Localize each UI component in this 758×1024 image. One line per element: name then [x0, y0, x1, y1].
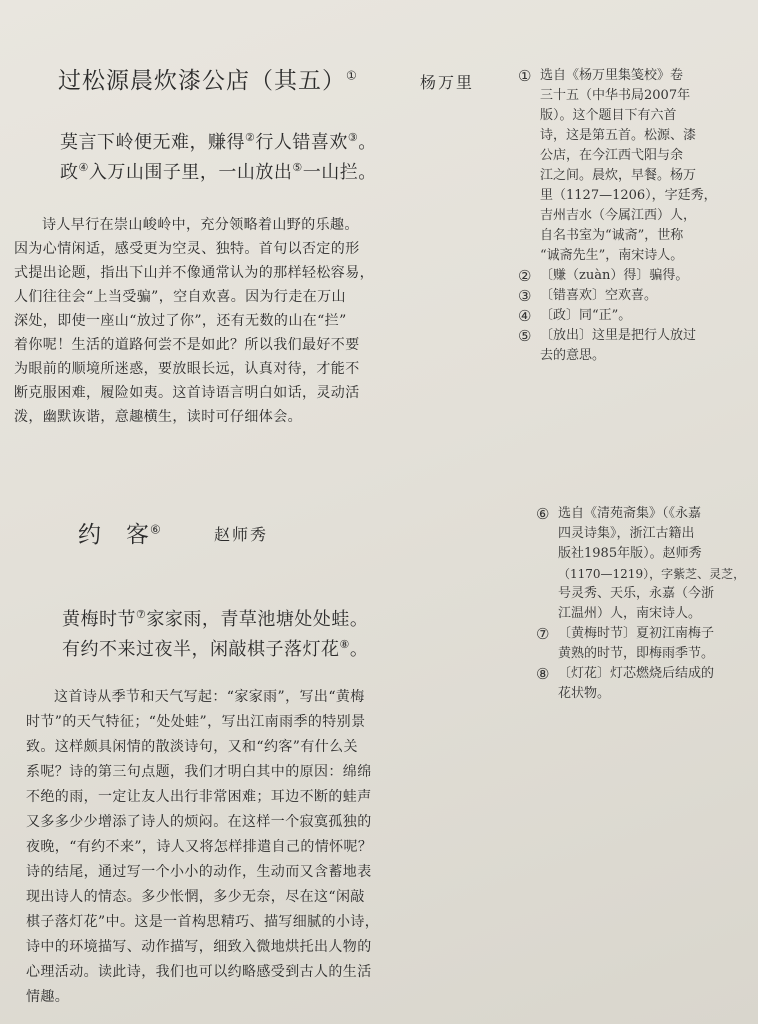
footnote-text: [558, 504, 754, 624]
footnote-line: 自名书室为“诚斋”，世称: [540, 228, 684, 243]
footnote-text: [540, 66, 754, 266]
poem2-author: 赵师秀: [214, 525, 269, 544]
verse-text: 。: [349, 639, 369, 660]
verse-text: 一山拦。: [302, 162, 377, 183]
verse-text: 黄梅时节: [62, 609, 136, 630]
footnote-number: ⑥: [536, 505, 550, 523]
poem1-title: 过松源晨炊漆公店（其五）①: [58, 68, 358, 94]
footnote-ref: ①: [346, 68, 358, 83]
commentary-line: 时节”的天气特征；“处处蛙”，写出江南雨季的特别景: [26, 714, 366, 730]
commentary-line: 情趣。: [26, 989, 70, 1005]
commentary-line: 诗的结尾，通过写一个小小的动作，生动而又含蓄地表: [26, 864, 372, 880]
footnote-ref: ⑧: [339, 638, 350, 651]
commentary-line: 棋子落灯花”中。这是一首构思精巧、描写细腻的小诗，: [26, 914, 380, 930]
footnote-line: 〔放出〕这里是把行人放过: [540, 328, 697, 343]
verse-text: 政: [60, 162, 79, 183]
footnote-line: 江温州）人，南宋诗人。: [558, 606, 702, 621]
footnote-ref: ⑤: [292, 161, 303, 174]
footnote-ref: ②: [245, 131, 256, 144]
footnote-line: 吉州吉水（今属江西）人，: [540, 208, 697, 223]
footnote-text: [540, 286, 754, 306]
footnote-number: ①: [518, 67, 532, 85]
footnote-line: 去的意思。: [540, 348, 606, 363]
poem2-commentary: [26, 686, 506, 1011]
footnote-line: 号灵秀、天乐，永嘉（今浙: [558, 586, 715, 601]
footnote-number: ②: [518, 267, 532, 285]
verse-text: 行人错喜欢: [255, 132, 348, 153]
footnote: [518, 66, 754, 266]
poem1-commentary: [14, 214, 494, 430]
footnote-text: [540, 266, 754, 286]
commentary-line: 又多多少少增添了诗人的烦闷。在这样一个寂寞孤独的: [26, 814, 372, 830]
footnote-text: [540, 306, 754, 326]
footnote-number: ⑤: [518, 327, 532, 345]
commentary-line: 系呢？诗的第三句点题，我们才明白其中的原因：绵绵: [26, 764, 372, 780]
footnote-line: 三十五（中华书局2007年: [540, 88, 691, 103]
commentary-line: 夜晚，“有约不来”，诗人又将怎样排遣自己的情怀呢？: [26, 839, 373, 855]
footnote-line: 里（1127—1206），字廷秀，: [540, 188, 717, 203]
poem2-title: 约 客⑥: [78, 522, 162, 548]
commentary-line: 心理活动。读此诗，我们也可以约略感受到古人的生活: [26, 964, 372, 980]
commentary-line: 现出诗人的情态。多少怅惘，多少无奈，尽在这“闲敲: [26, 889, 365, 905]
footnote-number: ⑧: [536, 665, 550, 683]
footnote-line: 四灵诗集》，浙江古籍出: [558, 526, 695, 541]
footnote-line: 选自《清苑斋集》（《永嘉: [558, 506, 702, 521]
commentary-line: 不绝的雨，一定让友人出行非常困难；耳边不断的蛙声: [26, 789, 372, 805]
footnote-line: 花状物。: [558, 686, 611, 701]
verse-text: 莫言下岭便无难，赚得: [60, 132, 245, 153]
commentary-line: 式提出论题，指出下山并不像通常认为的那样轻松容易，: [14, 265, 374, 281]
commentary-line: 人们往往会“上当受骗”，空自欢喜。因为行走在万山: [14, 289, 346, 305]
footnote-line: “诚斋先生”，南宋诗人。: [540, 248, 684, 263]
footnote-line: 版社1985年版）。赵师秀: [558, 546, 702, 561]
commentary-line: 诗中的环境描写、动作描写，细致入微地烘托出人物的: [26, 939, 372, 955]
commentary-line: 着你呢！生活的道路何尝不是如此？所以我们最好不要: [14, 337, 360, 353]
footnote: [518, 286, 754, 306]
footnote-ref: ⑦: [136, 608, 147, 621]
poem-line: [60, 153, 377, 183]
footnote-number: ④: [518, 307, 532, 325]
footnote-line: （1170—1219），字紫芝、灵芝，: [558, 567, 746, 581]
verse-text: 家家雨，青草池塘处处蛙。: [146, 609, 369, 630]
poem1-verse: [60, 123, 377, 183]
footnote-ref: ⑥: [150, 522, 162, 537]
verse-text: 入万山围子里，一山放出: [88, 162, 293, 183]
footnote-ref: ④: [78, 161, 89, 174]
commentary-line: 为眼前的顺境所迷惑，要放眼长远，认真对待，才能不: [14, 361, 360, 377]
poem1-notes: [518, 66, 754, 366]
footnote-line: 〔黄梅时节〕夏初江南梅子: [558, 626, 715, 641]
commentary-line: 因为心情闲适，感受更为空灵、独特。首句以否定的形: [14, 241, 360, 257]
footnote-text: [558, 624, 754, 664]
poem-line: [62, 630, 368, 660]
commentary-line: 这首诗从季节和天气写起：“家家雨”，写出“黄梅: [54, 689, 365, 705]
poem-line: [62, 600, 368, 630]
footnote-line: 黄熟的时节，即梅雨季节。: [558, 646, 715, 661]
poem-line: [60, 123, 377, 153]
poem1-author: 杨万里: [420, 73, 475, 92]
footnote-number: ⑦: [536, 625, 550, 643]
commentary-line: 深处，即使一座山“放过了你”，还有无数的山在“拦”: [14, 313, 347, 329]
commentary-line: 泼，幽默诙谐，意趣横生，读时可仔细体会。: [14, 409, 302, 425]
footnote: [536, 664, 754, 704]
footnote-line: 版）。这个题目下有六首: [540, 108, 677, 123]
commentary-line: 致。这样颇具闲情的散淡诗句，又和“约客”有什么关: [26, 739, 358, 755]
footnote: [536, 504, 754, 624]
commentary-line: 断克服困难，履险如夷。这首诗语言明白如话，灵动活: [14, 385, 360, 401]
footnote-text: [540, 326, 754, 366]
footnote: [536, 624, 754, 664]
footnote: [518, 306, 754, 326]
poem2-verse: [62, 600, 368, 660]
footnote-line: 〔错喜欢〕空欢喜。: [540, 288, 658, 303]
footnote-line: 江之间。晨炊，早餐。杨万: [540, 168, 697, 183]
footnote-ref: ③: [347, 131, 359, 144]
footnote: [518, 266, 754, 286]
footnote-number: ③: [518, 287, 532, 305]
footnote-line: 〔灯花〕灯芯燃烧后结成的: [558, 666, 715, 681]
footnote: [518, 326, 754, 366]
footnote-line: 选自《杨万里集笺校》卷: [540, 68, 684, 83]
footnote-text: [558, 664, 754, 704]
commentary-line: 诗人早行在崇山峻岭中，充分领略着山野的乐趣。: [42, 217, 359, 233]
poem2-notes: [536, 504, 754, 704]
footnote-line: 公店，在今江西弋阳与余: [540, 148, 684, 163]
verse-text: 。: [358, 132, 377, 153]
footnote-line: 诗，这是第五首。松源、漆: [540, 128, 697, 143]
footnote-line: 〔赚（zuàn）得〕骗得。: [540, 268, 689, 283]
footnote-line: 〔政〕同“正”。: [540, 308, 632, 323]
verse-text: 有约不来过夜半，闲敲棋子落灯花: [62, 639, 340, 660]
